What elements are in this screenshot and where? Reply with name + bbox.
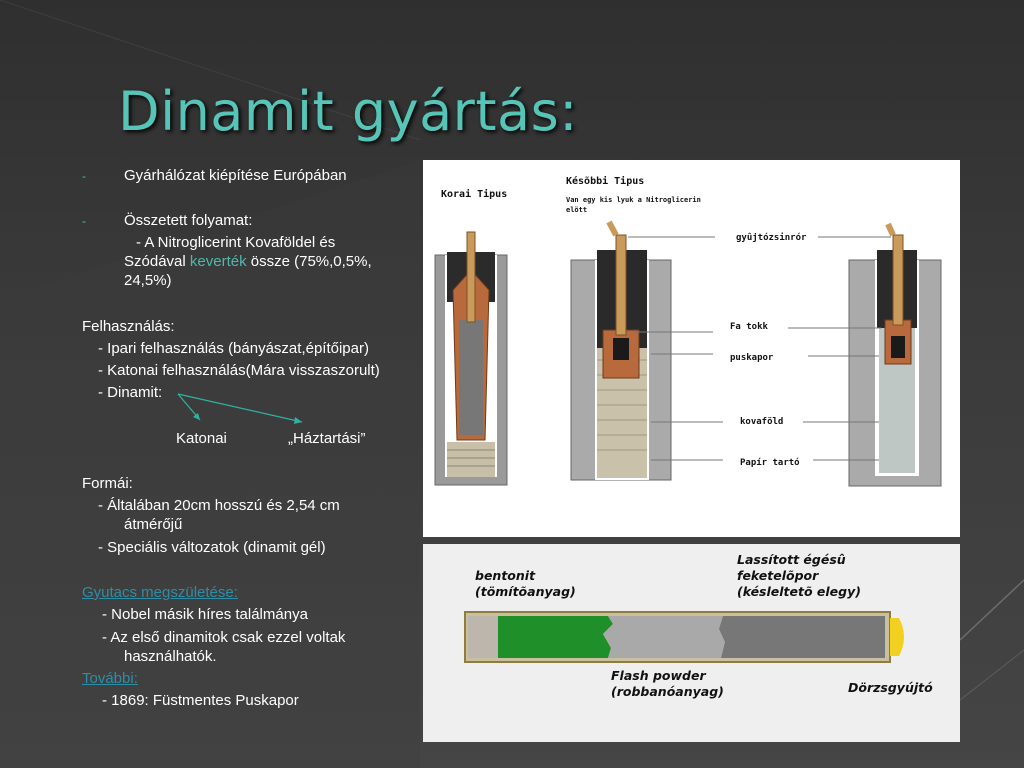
detonator-line-1: - Nobel másik híres találmánya [102, 606, 308, 623]
more-line-1: - 1869: Füstmentes Puskapor [102, 692, 299, 709]
detonator-line-2b: használhatók. [124, 648, 217, 665]
process-line-2-post: össze (75%,0,5%, [250, 253, 372, 270]
wood-plug-label: Fa tokk [730, 322, 768, 332]
forms-line-1: - Általában 20cm hosszú és 2,54 cm [98, 497, 340, 514]
slow-powder-label: Lassított égésû [737, 552, 846, 567]
detonator-heading-link[interactable]: Gyutacs megszületése: [82, 584, 238, 601]
fuse-label: gyûjtózsinrór [736, 233, 807, 243]
bullet-factory-network: Gyárhálózat kiépítése Európában [124, 167, 347, 184]
process-line-2 [124, 252, 372, 271]
mixed-link[interactable]: keverték [189, 253, 247, 270]
process-line-1: - A Nitroglicerint Kovaföldel és [136, 234, 336, 251]
bullet-complex-process: Összetett folyamat: [124, 212, 253, 229]
dynamite-types-diagram [423, 160, 960, 537]
later-type-note-2: elött [566, 206, 588, 214]
process-line-3: 24,5%) [124, 272, 172, 289]
usage-industrial: - Ipari felhasználás (bányászat,építőipar) [98, 340, 369, 357]
forms-line-2: - Speciális változatok (dinamit gél) [98, 539, 326, 556]
slow-powder-sub: feketelõpor [737, 568, 819, 583]
dynamite-types-figure [423, 160, 960, 537]
slide-title: Dinamit gyártás: [118, 80, 578, 143]
powder-label: puskapor [730, 353, 774, 363]
detonator-diagram [423, 544, 960, 742]
early-type-label: Korai Tipus [441, 189, 508, 200]
detonator-line-2: - Az első dinamitok csak ezzel voltak [102, 629, 346, 646]
bentonite-sub: (tömítõanyag) [475, 584, 576, 599]
forms-line-1b: átmérőjű [124, 516, 183, 533]
kieselguhr-label: kovaföld [740, 417, 784, 427]
flash-powder-label: Flash powder [611, 668, 706, 683]
branch-household: „Háztartási” [288, 430, 366, 447]
later-type-note: Van egy kis lyuk a Nitroglicerin [566, 196, 701, 204]
bullet-dash: - [82, 169, 86, 183]
flash-powder-sub: (robbanóanyag) [611, 684, 724, 699]
branch-military: Katonai [176, 430, 227, 447]
process-line-2-pre: Szódával [124, 253, 186, 270]
bentonite-label: bentonit [475, 568, 536, 583]
usage-dynamite: - Dinamit: [98, 384, 163, 401]
paper-holder-label: Papír tartó [740, 458, 800, 468]
more-heading-link[interactable]: További: [82, 670, 138, 687]
detonator-figure [423, 544, 960, 742]
igniter-label: Dörzsgyújtó [848, 680, 933, 695]
usage-military: - Katonai felhasználás(Mára visszaszorult) [98, 362, 380, 379]
bullet-dash: - [82, 214, 86, 228]
slow-powder-sub2: (késleltetõ elegy) [737, 584, 861, 599]
usage-heading: Felhasználás: [82, 318, 175, 335]
branch-arrows [170, 390, 320, 430]
later-type-label: Késõbbi Tipus [566, 176, 645, 187]
forms-heading: Formái: [82, 475, 133, 492]
